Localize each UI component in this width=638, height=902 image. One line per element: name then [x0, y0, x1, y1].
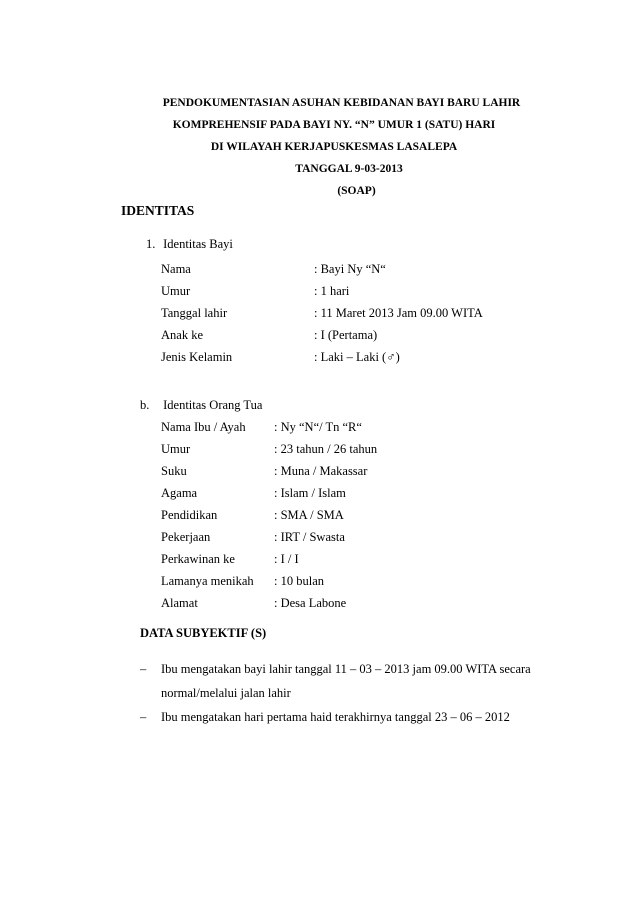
row-value: : 10 bulan [274, 574, 324, 588]
section-number: b. [140, 398, 150, 412]
row-label: Suku [161, 464, 187, 478]
row-label: Pendidikan [161, 508, 218, 522]
row-label: Agama [161, 486, 198, 500]
list-item-line: normal/melalui jalan lahir [161, 686, 291, 700]
row-value: : Laki – Laki (♂) [314, 350, 400, 364]
list-item-text [161, 657, 571, 705]
row-value: : 11 Maret 2013 Jam 09.00 WITA [314, 306, 483, 320]
row-value: : I (Pertama) [314, 328, 378, 342]
identitas-heading: IDENTITAS [121, 203, 195, 218]
row-label: Lamanya menikah [161, 574, 254, 588]
section-title: Identitas Bayi [163, 237, 233, 251]
row-label: Jenis Kelamin [161, 350, 233, 364]
list-item-text [161, 705, 571, 729]
section-number: 1. [146, 237, 156, 251]
list-item-line: Ibu mengatakan hari pertama haid terakhirnya tanggal 23 – 06 – 2012 [161, 710, 510, 724]
data-subyektif-heading: DATA SUBYEKTIF (S) [140, 626, 267, 640]
row-value: : I / I [274, 552, 299, 566]
row-value: : SMA / SMA [274, 508, 344, 522]
row-value: : Islam / Islam [274, 486, 346, 500]
row-label: Tanggal lahir [161, 306, 228, 320]
row-value: : 1 hari [314, 284, 350, 298]
row-value: : 23 tahun / 26 tahun [274, 442, 378, 456]
identitas-bayi-heading [146, 237, 233, 252]
title-line-4: TANGGAL 9-03-2013 [295, 163, 403, 175]
row-value: : Muna / Makassar [274, 464, 368, 478]
row-label: Nama [161, 262, 191, 276]
bullet-dash: – [140, 662, 147, 676]
row-value: : IRT / Swasta [274, 530, 345, 544]
row-label: Umur [161, 442, 191, 456]
title-line-5: (SOAP) [337, 185, 376, 197]
document-title [0, 92, 638, 202]
row-label: Anak ke [161, 328, 203, 342]
row-label: Umur [161, 284, 191, 298]
row-label: Perkawinan ke [161, 552, 235, 566]
title-line-1: PENDOKUMENTASIAN ASUHAN KEBIDANAN BAYI BARU LAHIR [162, 97, 521, 109]
row-label: Pekerjaan [161, 530, 211, 544]
bullet-dash: – [140, 710, 147, 724]
section-title: Identitas Orang Tua [163, 398, 263, 412]
row-label: Nama Ibu / Ayah [161, 420, 246, 434]
row-value: : Desa Labone [274, 596, 347, 610]
row-value: : Ny “N“/ Tn “R“ [274, 420, 362, 434]
list-item-line: Ibu mengatakan bayi lahir tanggal 11 – 03 – 2013 jam 09.00 WITA secara [161, 662, 531, 676]
identitas-orang-tua-heading [140, 398, 262, 413]
row-label: Alamat [161, 596, 198, 610]
row-value: : Bayi Ny “N“ [314, 262, 386, 276]
title-line-3: DI WILAYAH KERJAPUSKESMAS LASALEPA [210, 141, 458, 153]
title-line-2: KOMPREHENSIF PADA BAYI NY. “N” UMUR 1 (SATU) HARI [172, 119, 496, 131]
